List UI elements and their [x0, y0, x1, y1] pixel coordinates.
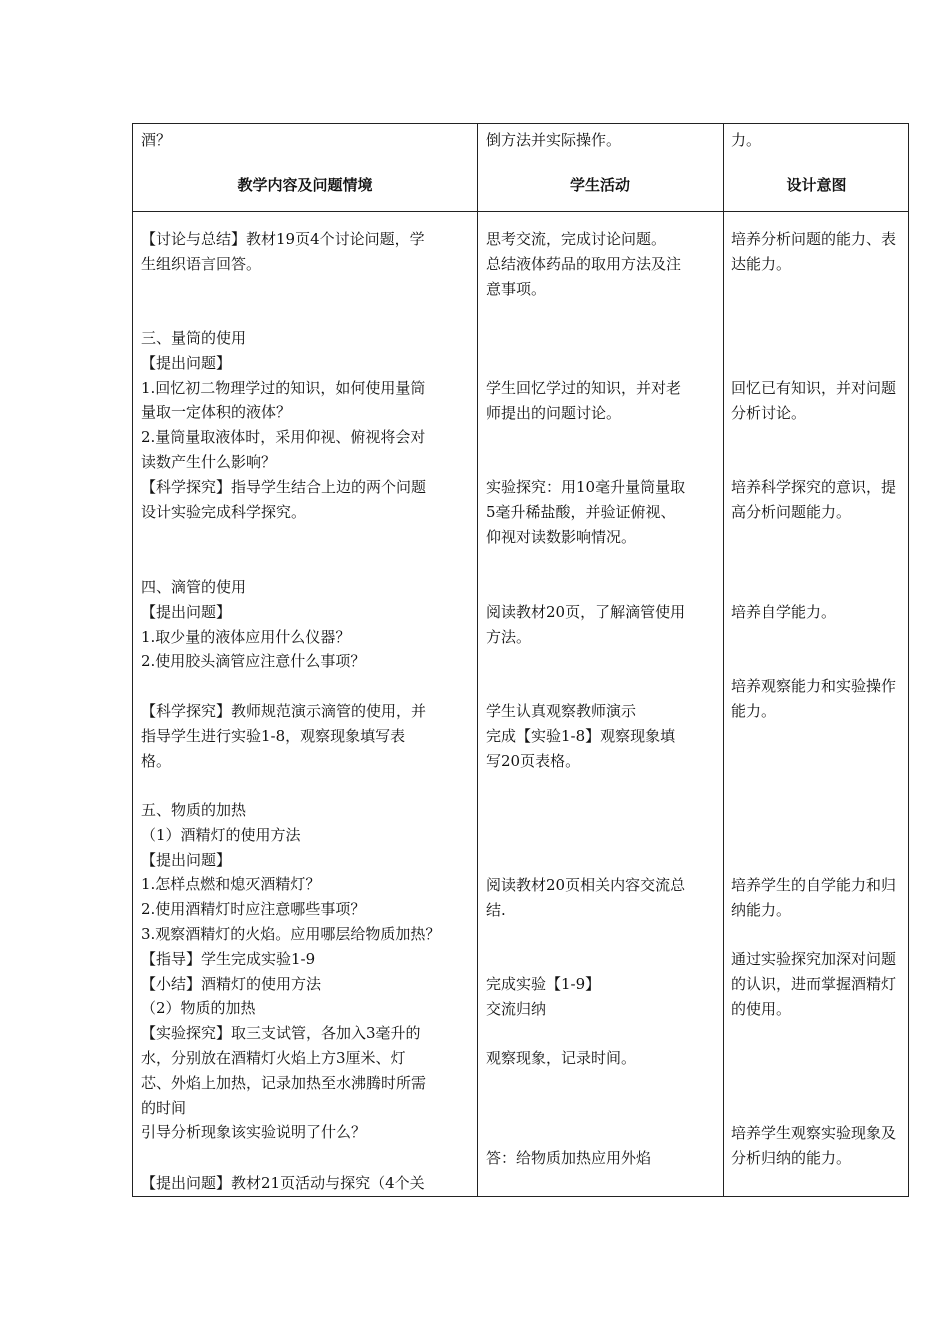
cylinder-experiment-text: 实验探究：用10毫升量筒量取 5毫升稀盐酸，并验证俯视、 仰视对读数影响情况。: [486, 478, 686, 546]
dropper-intent-text-2: 培养观察能力和实验操作 能力。: [731, 677, 897, 720]
heating-activity-text: 阅读教材20页相关内容交流总 结.: [486, 876, 686, 919]
discussion-intent-text: 培养分析问题的能力、表 达能力。: [731, 230, 897, 273]
discussion-summary-text: 【讨论与总结】教材19页4个讨论问题，学 生组织语言回答。: [141, 230, 425, 273]
heating-experiment-text: 完成实验【1-9】 交流归纳: [486, 975, 601, 1018]
heating-section-text: 五、物质的加热 （1）酒精灯的使用方法 【提出问题】 1.怎样点燃和熄灭酒精灯？ 2.使用酒精灯时应注意哪些事项？ 3.观察酒精灯的火焰。应用哪层给物质加热？ 【指导】学生完成实验1-9 【小结】酒精灯的使用方法 （2）物质的加热 【实验探究】取三支试管，各加入3毫升的 水，分别放在酒精灯火焰上方3厘米、灯 芯、外焰上加热，记录加热至水沸腾时所需 的时间 引导分析现象该实验说明了什么？: [141, 801, 441, 1142]
dropper-activity-text: 阅读教材20页，了解滴管使用 方法。: [486, 603, 686, 646]
header-student-activity: 学生活动: [569, 176, 630, 194]
heating-question-text: 【提出问题】教材21页活动与探究（4个关: [141, 1174, 425, 1192]
column-divider: [477, 124, 478, 1196]
carryover-text-col1: 酒？: [141, 131, 172, 149]
dropper-intent-text: 培养自学能力。: [731, 603, 837, 621]
heating-observe-text: 观察现象，记录时间。: [486, 1049, 637, 1067]
lesson-plan-table: [132, 123, 909, 1197]
heating-intent-text-2: 通过实验探究加深对问题 的认识，进而掌握酒精灯 的使用。: [731, 950, 897, 1018]
cylinder-section-text: 三、量筒的使用 【提出问题】 1.回忆初二物理学过的知识，如何使用量筒 量取一定体积的液体？ 2.量筒量取液体时，采用仰视、俯视将会对 读数产生什么影响？ 【科学探究】指导学生结合上边的两个问题 设计实验完成科学探究。: [141, 329, 427, 521]
header-design-intent: 设计意图: [786, 176, 847, 194]
carryover-text-col3: 力。: [731, 131, 762, 149]
header-teaching-content: 教学内容及问题情境: [237, 176, 373, 194]
dropper-inquiry-text: 【科学探究】教师规范演示滴管的使用，并 指导学生进行实验1-8，观察现象填写表 格。: [141, 702, 427, 770]
cylinder-activity-text: 学生回忆学过的知识，并对老 师提出的问题讨论。: [486, 379, 682, 422]
header-rule: [133, 211, 908, 212]
dropper-experiment-text: 学生认真观察教师演示 完成【实验1-8】观察现象填 写20页表格。: [486, 702, 676, 770]
heating-intent-text: 培养学生的自学能力和归 纳能力。: [731, 876, 897, 919]
heating-intent-text-3: 培养学生观察实验现象及 分析归纳的能力。: [731, 1124, 897, 1167]
dropper-section-text: 四、滴管的使用 【提出问题】 1.取少量的液体应用什么仪器？ 2.使用胶头滴管应注意什么事项？: [141, 578, 366, 671]
column-divider: [723, 124, 724, 1196]
cylinder-intent-text-2: 培养科学探究的意识，提 高分析问题能力。: [731, 478, 897, 521]
discussion-activity-text: 思考交流，完成讨论问题。 总结液体药品的取用方法及注 意事项。: [486, 230, 682, 298]
heating-answer-text: 答：给物质加热应用外焰: [486, 1149, 652, 1167]
cylinder-intent-text: 回忆已有知识，并对问题 分析讨论。: [731, 379, 897, 422]
carryover-text-col2: 倒方法并实际操作。: [486, 131, 622, 149]
